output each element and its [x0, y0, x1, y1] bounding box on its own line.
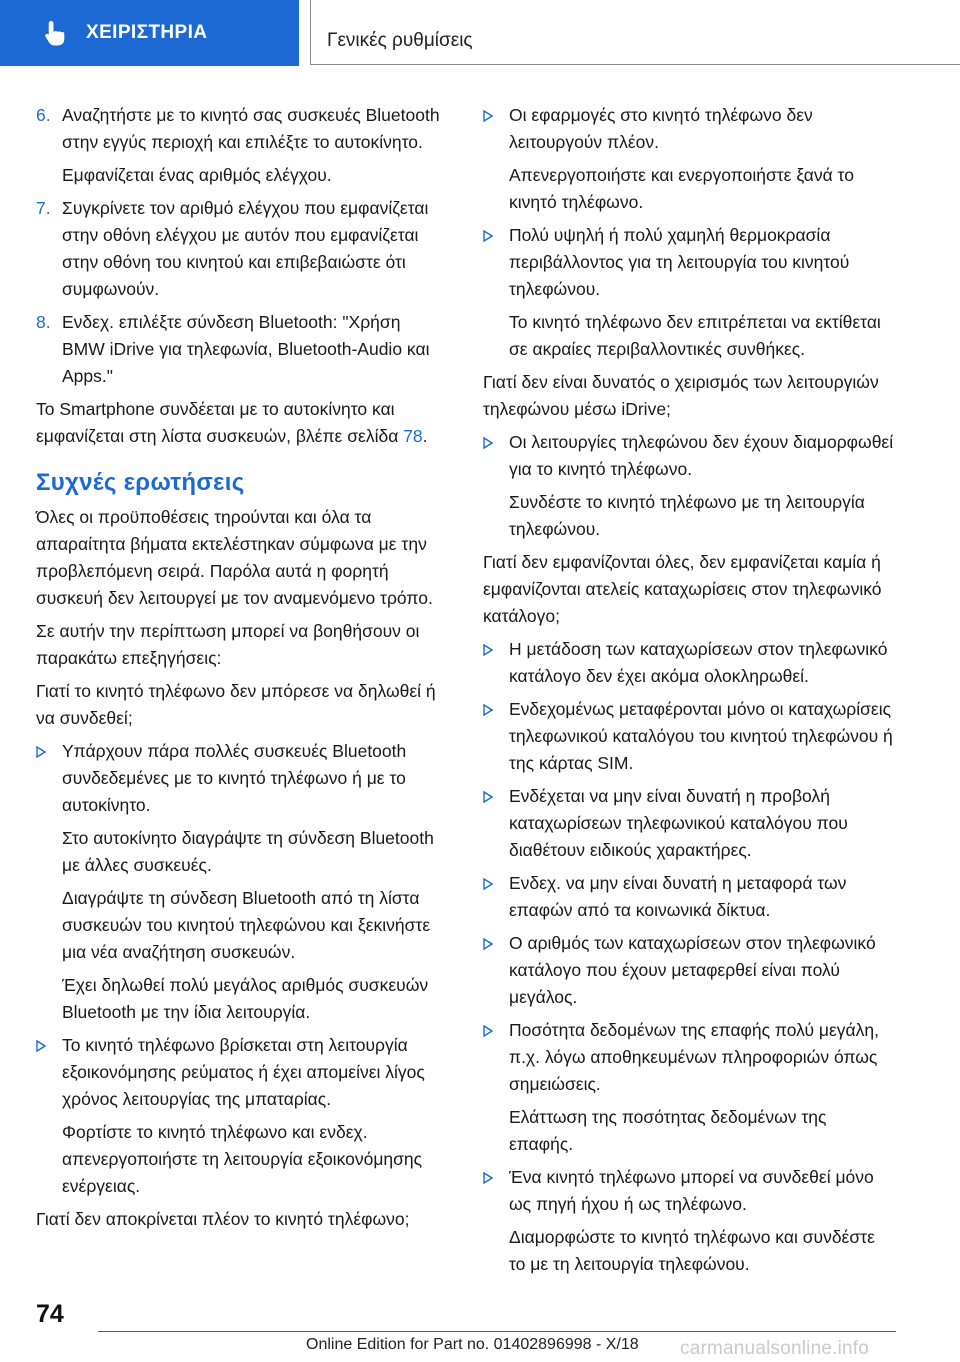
- section-tab: [0, 0, 299, 66]
- triangle-bullet-icon: [483, 1172, 493, 1184]
- connect-text: Το Smartphone συνδέεται με το αυτοκίνητο και εμφανίζεται στη λίστα συσκευών, βλέπε σελίδα: [36, 399, 404, 446]
- question-2: Γιατί δεν αποκρίνεται πλέον το κινητό τηλέφωνο;: [36, 1209, 410, 1229]
- bullet-remedy: Ελάττωση της ποσότητας δεδομένων της επαφής.: [509, 1107, 827, 1154]
- bullet-item: [483, 1017, 895, 1098]
- page-title: Γενικές ρυθμίσεις: [327, 30, 473, 51]
- bullet-text: Το κινητό τηλέφωνο βρίσκεται στη λειτουργία εξοικονόμησης ρεύματος ή έχει απομείνει λίγος χρόνος λειτουργίας της μπαταρίας.: [62, 1035, 425, 1109]
- bullet-item: [483, 636, 895, 690]
- bullet-item: [483, 696, 895, 777]
- triangle-bullet-icon: [483, 1025, 493, 1037]
- step-number: 7.: [36, 198, 51, 218]
- triangle-bullet-icon: [483, 437, 493, 449]
- bullet-text: Οι λειτουργίες τηλεφώνου δεν έχουν διαμορφωθεί για το κινητό τηλέφωνο.: [509, 432, 894, 479]
- bullet-item: [483, 1164, 895, 1218]
- bullet-remedy: Διαγράψτε τη σύνδεση Bluetooth από τη λίστα συσκευών του κινητού τηλεφώνου και ξεκινήστε μια νέα αναζήτηση συσκευών.: [62, 888, 431, 962]
- triangle-bullet-icon: [483, 644, 493, 656]
- bullet-text: Οι εφαρμογές στο κινητό τηλέφωνο δεν λειτουργούν πλέον.: [509, 105, 813, 152]
- faq-intro: Όλες οι προϋποθέσεις τηρούνται και όλα τα απαραίτητα βήματα εκτελέστηκαν σύμφωνα με την προβλεπόμενη σειρά. Παρόλα αυτά η φορητή συσκευή δεν λειτουργεί με τον αναμενόμενο τρόπο.: [36, 507, 433, 608]
- bullet-remedy: Διαμορφώστε το κινητό τηλέφωνο και συνδέστε το με τη λειτουργία τηλεφώνου.: [509, 1227, 875, 1274]
- bullet-text: Ποσότητα δεδομένων της επαφής πολύ μεγάλη, π.χ. λόγω αποθηκευμένων πληροφοριών όπως σημειώσεις.: [509, 1020, 880, 1094]
- bullet-text: Ο αριθμός των καταχωρίσεων στον τηλεφωνικό κατάλογο που έχουν μεταφερθεί είναι πολύ μεγάλος.: [509, 933, 876, 1007]
- page-header: [0, 0, 960, 66]
- faq-heading: Συχνές ερωτήσεις: [36, 469, 245, 496]
- bullet-item: [483, 930, 895, 1011]
- right-column: [483, 102, 895, 1284]
- bullet-item: [483, 870, 895, 924]
- step-text: Ενδεχ. επιλέξτε σύνδεση Bluetooth: "Χρήση BMW iDrive για τηλεφωνία, Bluetooth-Audio και Apps.": [62, 312, 430, 386]
- question-1: Γιατί το κινητό τηλέφωνο δεν μπόρεσε να δηλωθεί ή να συνδεθεί;: [36, 681, 436, 728]
- triangle-bullet-icon: [483, 938, 493, 950]
- bullet-text: Πολύ υψηλή ή πολύ χαμηλή θερμοκρασία περιβάλλοντος για τη λειτουργία του κινητού τηλεφώνου.: [509, 225, 850, 299]
- triangle-bullet-icon: [36, 746, 46, 758]
- triangle-bullet-icon: [483, 704, 493, 716]
- step-text: Συγκρίνετε τον αριθμό ελέγχου που εμφανίζεται στην οθόνη ελέγχου με αυτόν που εμφανίζεται στην οθόνη του κινητού και επιβεβαιώστε ότι συμφωνούν.: [62, 198, 429, 299]
- hand-pointer-icon: [40, 18, 70, 48]
- bullet-remedy: Απενεργοποιήστε και ενεργοποιήστε ξανά το κινητό τηλέφωνο.: [509, 165, 854, 212]
- step-6-note: Εμφανίζεται ένας αριθμός ελέγχου.: [62, 165, 332, 185]
- step-number: 6.: [36, 105, 51, 125]
- watermark: carmanualsonline.info: [680, 1338, 870, 1359]
- bullet-remedy: Στο αυτοκίνητο διαγράψτε τη σύνδεση Bluetooth με άλλες συσκευές.: [62, 828, 434, 875]
- footer-edition: Online Edition for Part no. 01402896998 - X/18: [306, 1336, 639, 1353]
- bullet-remedy: Φορτίστε το κινητό τηλέφωνο και ενδεχ. απενεργοποιήστε τη λειτουργία εξοικονόμησης ενέργειας.: [62, 1122, 423, 1196]
- bullet-item: [483, 429, 895, 483]
- section-title: ΧΕΙΡΙΣΤΗΡΙΑ: [86, 22, 208, 43]
- left-column: [36, 102, 448, 1239]
- bullet-item: [483, 222, 895, 303]
- question-4: Γιατί δεν εμφανίζονται όλες, δεν εμφανίζεται καμία ή εμφανίζονται ατελείς καταχωρίσεις στον τηλεφωνικό κατάλογο;: [483, 552, 882, 626]
- step-7: [36, 195, 448, 303]
- triangle-bullet-icon: [483, 791, 493, 803]
- triangle-bullet-icon: [483, 878, 493, 890]
- triangle-bullet-icon: [483, 110, 493, 122]
- bullet-remedy: Συνδέστε το κινητό τηλέφωνο με τη λειτουργία τηλεφώνου.: [509, 492, 865, 539]
- step-text: Αναζητήστε με το κινητό σας συσκευές Bluetooth στην εγγύς περιοχή και επιλέξτε το αυτοκίνητο.: [62, 105, 440, 152]
- bullet-text: Η μετάδοση των καταχωρίσεων στον τηλεφωνικό κατάλογο δεν έχει ακόμα ολοκληρωθεί.: [509, 639, 888, 686]
- step-number: 8.: [36, 312, 51, 332]
- bullet-remedy: Έχει δηλωθεί πολύ μεγάλος αριθμός συσκευών Bluetooth με την ίδια λειτουργία.: [62, 975, 429, 1022]
- bullet-item: [483, 783, 895, 864]
- bullet-item: [483, 102, 895, 156]
- faq-intro-2: Σε αυτήν την περίπτωση μπορεί να βοηθήσουν οι παρακάτω επεξηγήσεις:: [36, 621, 420, 668]
- bullet-text: Ενδεχ. να μην είναι δυνατή η μεταφορά των επαφών από τα κοινωνικά δίκτυα.: [509, 873, 847, 920]
- bullet-remedy: Το κινητό τηλέφωνο δεν επιτρέπεται να εκτίθεται σε ακραίες περιβαλλοντικές συνθήκες.: [509, 312, 881, 359]
- bullet-text: Ενδέχεται να μην είναι δυνατή η προβολή καταχωρίσεων τηλεφωνικού καταλόγου που διαθέτουν ειδικούς χαρακτήρες.: [509, 786, 848, 860]
- bullet-text: Ένα κινητό τηλέφωνο μπορεί να συνδεθεί μόνο ως πηγή ήχου ή ως τηλέφωνο.: [509, 1167, 874, 1214]
- connect-end: .: [422, 426, 428, 446]
- bullet-text: Υπάρχουν πάρα πολλές συσκευές Bluetooth συνδεδεμένες με το κινητό τηλέφωνο ή με το αυτοκίνητο.: [62, 741, 407, 815]
- page-number: 74: [36, 1300, 64, 1328]
- page-title-tab: [310, 0, 960, 65]
- bullet-item: [36, 738, 448, 819]
- question-3: Γιατί δεν είναι δυνατός ο χειρισμός των λειτουργιών τηλεφώνου μέσω iDrive;: [483, 372, 879, 419]
- connect-paragraph: [36, 396, 448, 450]
- footer-divider: [98, 1331, 896, 1332]
- page-link-78[interactable]: 78: [403, 426, 423, 446]
- bullet-text: Ενδεχομένως μεταφέρονται μόνο οι καταχωρίσεις τηλεφωνικού καταλόγου του κινητού τηλεφώνου ή της κάρτας SIM.: [509, 699, 893, 773]
- step-6: [36, 102, 448, 156]
- triangle-bullet-icon: [483, 230, 493, 242]
- bullet-item: [36, 1032, 448, 1113]
- step-8: [36, 309, 448, 390]
- triangle-bullet-icon: [36, 1040, 46, 1052]
